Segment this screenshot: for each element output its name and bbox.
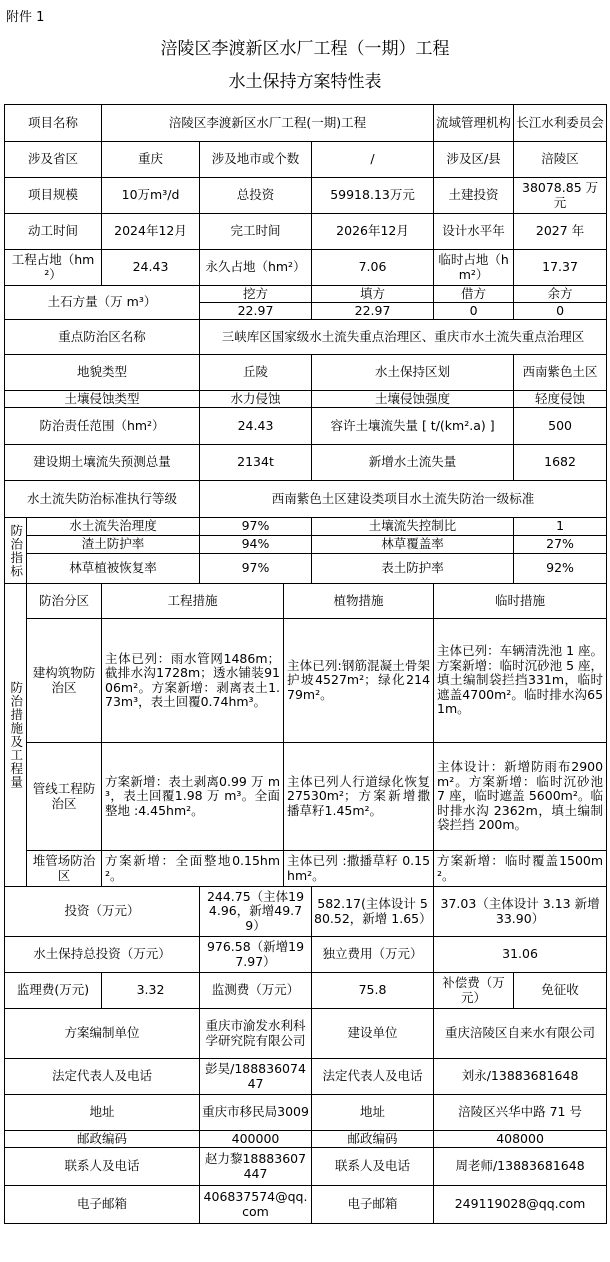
temporary-measures: 主体已列：车辆清洗池 1 座。方案新增：临时沉砂池 5 座，填土编制袋拦挡331m，临时遮盖4700m²。临时排水沟651m。 (434, 619, 607, 743)
start-time-value: 2024年12月 (102, 214, 200, 250)
postal-left: 400000 (200, 1131, 312, 1148)
total-soil-investment-label: 水土保持总投资（万元） (5, 937, 200, 973)
construction-unit-value: 重庆涪陵区自来水有限公司 (434, 1009, 607, 1059)
landform-value: 丘陵 (200, 355, 312, 391)
land-occupation-value: 24.43 (102, 250, 200, 286)
start-time-label: 动工时间 (5, 214, 102, 250)
temporary-measures: 主体设计：新增防雨布2900m²。方案新增：临时沉砂池 7 座，临时遮盖 5600m²。临时排水沟 2362m，填土编制袋拦挡 200m。 (434, 743, 607, 851)
measures-zone: 堆管场防治区 (27, 851, 102, 887)
province-label: 涉及省区 (5, 142, 102, 178)
permanent-land-label: 永久占地（hm²） (200, 250, 312, 286)
land-occupation-label: 工程占地（hm²） (5, 250, 102, 286)
allowable-loss-label: 容许土壤流失量 [ t/(km².a) ] (312, 408, 514, 445)
legal-rep-label: 法定代表人及电话 (5, 1059, 200, 1095)
city-value: / (312, 142, 434, 178)
compiling-unit-label: 方案编制单位 (5, 1009, 200, 1059)
city-label: 涉及地市或个数 (200, 142, 312, 178)
indicator-value: 94% (200, 536, 312, 554)
erosion-intensity-label: 土壤侵蚀强度 (312, 391, 514, 408)
earthwork-value: 0 (514, 303, 607, 320)
address-left: 重庆市移民局3009 (200, 1095, 312, 1131)
earthwork-label: 土石方量（万 m³） (5, 286, 200, 320)
measures-side-label: 防治措施及工程量 (5, 584, 27, 887)
temporary-land-label: 临时占地（hm²） (434, 250, 514, 286)
engineering-measures: 方案新增：表土剥离0.99 万 m³，表土回覆1.98 万 m³。全面整地 :4.45hm²。 (102, 743, 284, 851)
standard-value: 西南紫色土区建设类项目水土流失防治一级标准 (200, 481, 607, 518)
project-name-label: 项目名称 (5, 105, 102, 142)
plant-measures: 主体已列人行道绿化恢复27530m²；方案新增撒播草籽1.45m²。 (284, 743, 434, 851)
indicator-value: 1 (514, 518, 607, 536)
measures-header: 工程措施 (102, 584, 284, 619)
soil-region-value: 西南紫色土区 (514, 355, 607, 391)
legal-rep-label-right: 法定代表人及电话 (312, 1059, 434, 1095)
new-loss-value: 1682 (514, 445, 607, 481)
indicator-value: 97% (200, 518, 312, 536)
design-year-label: 设计水平年 (434, 214, 514, 250)
postal-label: 邮政编码 (5, 1131, 200, 1148)
engineering-investment: 244.75（主体194.96，新增49.79） (200, 887, 312, 937)
earthwork-header: 余方 (514, 286, 607, 303)
measures-header: 植物措施 (284, 584, 434, 619)
predicted-loss-value: 2134t (200, 445, 312, 481)
characteristics-table (4, 104, 607, 1224)
engineering-measures: 主体已列：雨水管网1486m；截排水沟1728m；透水铺装9106m²。方案新增：剥离表土1.73m³，表土回覆0.74hm³。 (102, 619, 284, 743)
indicator-label: 土壤流失控制比 (312, 518, 514, 536)
earthwork-value: 22.97 (200, 303, 312, 320)
investment-label: 投资（万元） (5, 887, 200, 937)
indicator-label: 林草植被恢复率 (27, 554, 200, 584)
total-investment-label: 总投资 (200, 178, 312, 214)
postal-label-right: 邮政编码 (312, 1131, 434, 1148)
key-zone-value: 三峡库区国家级水土流失重点治理区、重庆市水土流失重点治理区 (200, 320, 607, 355)
email-right: 249119028@qq.com (434, 1186, 607, 1224)
postal-right: 408000 (434, 1131, 607, 1148)
new-loss-label: 新增水土流失量 (312, 445, 514, 481)
temporary-investment: 37.03（主体设计 3.13 新增 33.90） (434, 887, 607, 937)
temporary-land-value: 17.37 (514, 250, 607, 286)
standard-label: 水土流失防治标准执行等级 (5, 481, 200, 518)
measures-zone: 建构筑物防治区 (27, 619, 102, 743)
responsibility-scope-label: 防治责任范围（hm²） (5, 408, 200, 445)
erosion-type-label: 土壤侵蚀类型 (5, 391, 200, 408)
email-left: 406837574@qq.com (200, 1186, 312, 1224)
independent-cost-value: 31.06 (434, 937, 607, 973)
indicator-label: 表土防护率 (312, 554, 514, 584)
indicator-label: 水土流失治理度 (27, 518, 200, 536)
compensation-fee-label: 补偿费（万元） (434, 973, 514, 1009)
responsibility-scope-value: 24.43 (200, 408, 312, 445)
document-title: 涪陵区李渡新区水厂工程（一期）工程 (160, 39, 450, 59)
end-time-value: 2026年12月 (312, 214, 434, 250)
county-label: 涉及区/县 (434, 142, 514, 178)
end-time-label: 完工时间 (200, 214, 312, 250)
measures-header: 防治分区 (27, 584, 102, 619)
civil-investment-label: 土建投资 (434, 178, 514, 214)
contact-label-right: 联系人及电话 (312, 1148, 434, 1186)
province-value: 重庆 (102, 142, 200, 178)
measures-zone: 管线工程防治区 (27, 743, 102, 851)
email-label-right: 电子邮箱 (312, 1186, 434, 1224)
total-investment-value: 59918.13万元 (312, 178, 434, 214)
compiling-unit-value: 重庆市渝发水利科学研究院有限公司 (200, 1009, 312, 1059)
basin-label: 流域管理机构 (434, 105, 514, 142)
earthwork-value: 0 (434, 303, 514, 320)
supervision-fee-label: 监理费(万元) (5, 973, 102, 1009)
compensation-fee-value: 免征收 (514, 973, 607, 1009)
soil-region-label: 水土保持区划 (312, 355, 514, 391)
landform-label: 地貌类型 (5, 355, 200, 391)
erosion-type-value: 水力侵蚀 (200, 391, 312, 408)
scale-label: 项目规模 (5, 178, 102, 214)
allowable-loss-value: 500 (514, 408, 607, 445)
scale-value: 10万m³/d (102, 178, 200, 214)
earthwork-value: 22.97 (312, 303, 434, 320)
plant-measures: 主体已列:钢筋混凝土骨架护坡4527m²；绿化21479m²。 (284, 619, 434, 743)
construction-unit-label: 建设单位 (312, 1009, 434, 1059)
indicator-label: 渣土防护率 (27, 536, 200, 554)
indicators-side-label: 防治指标 (5, 518, 27, 584)
key-zone-label: 重点防治区名称 (5, 320, 200, 355)
annex-label: 附件 1 (6, 10, 45, 25)
earthwork-header: 挖方 (200, 286, 312, 303)
contact-right: 周老师/13883681648 (434, 1148, 607, 1186)
address-right: 涪陵区兴华中路 71 号 (434, 1095, 607, 1131)
monitoring-fee-value: 75.8 (312, 973, 434, 1009)
permanent-land-value: 7.06 (312, 250, 434, 286)
independent-cost-label: 独立费用（万元） (312, 937, 434, 973)
indicator-value: 97% (200, 554, 312, 584)
measures-header: 临时措施 (434, 584, 607, 619)
address-label: 地址 (5, 1095, 200, 1131)
temporary-measures: 方案新增：临时覆盖1500m²。 (434, 851, 607, 887)
indicator-label: 林草覆盖率 (312, 536, 514, 554)
county-value: 涪陵区 (514, 142, 607, 178)
legal-rep-left: 彭昊/18883607447 (200, 1059, 312, 1095)
erosion-intensity-value: 轻度侵蚀 (514, 391, 607, 408)
indicator-value: 92% (514, 554, 607, 584)
civil-investment-value: 38078.85 万元 (514, 178, 607, 214)
plant-measures: 主体已列 :撒播草籽 0.15hm²。 (284, 851, 434, 887)
earthwork-header: 填方 (312, 286, 434, 303)
address-label-right: 地址 (312, 1095, 434, 1131)
monitoring-fee-label: 监测费（万元） (200, 973, 312, 1009)
indicator-value: 27% (514, 536, 607, 554)
design-year-value: 2027 年 (514, 214, 607, 250)
basin-value: 长江水利委员会 (514, 105, 607, 142)
total-soil-investment-value: 976.58（新增197.97） (200, 937, 312, 973)
document-subtitle: 水土保持方案特性表 (228, 72, 382, 92)
contact-label: 联系人及电话 (5, 1148, 200, 1186)
earthwork-header: 借方 (434, 286, 514, 303)
contact-left: 赵力黎18883607447 (200, 1148, 312, 1186)
engineering-measures: 方案新增：全面整地0.15hm²。 (102, 851, 284, 887)
supervision-fee-value: 3.32 (102, 973, 200, 1009)
predicted-loss-label: 建设期土壤流失预测总量 (5, 445, 200, 481)
email-label: 电子邮箱 (5, 1186, 200, 1224)
project-name: 涪陵区李渡新区水厂工程(一期)工程 (102, 105, 434, 142)
legal-rep-right: 刘永/13883681648 (434, 1059, 607, 1095)
plant-investment: 582.17(主体设计 580.52，新增 1.65） (312, 887, 434, 937)
